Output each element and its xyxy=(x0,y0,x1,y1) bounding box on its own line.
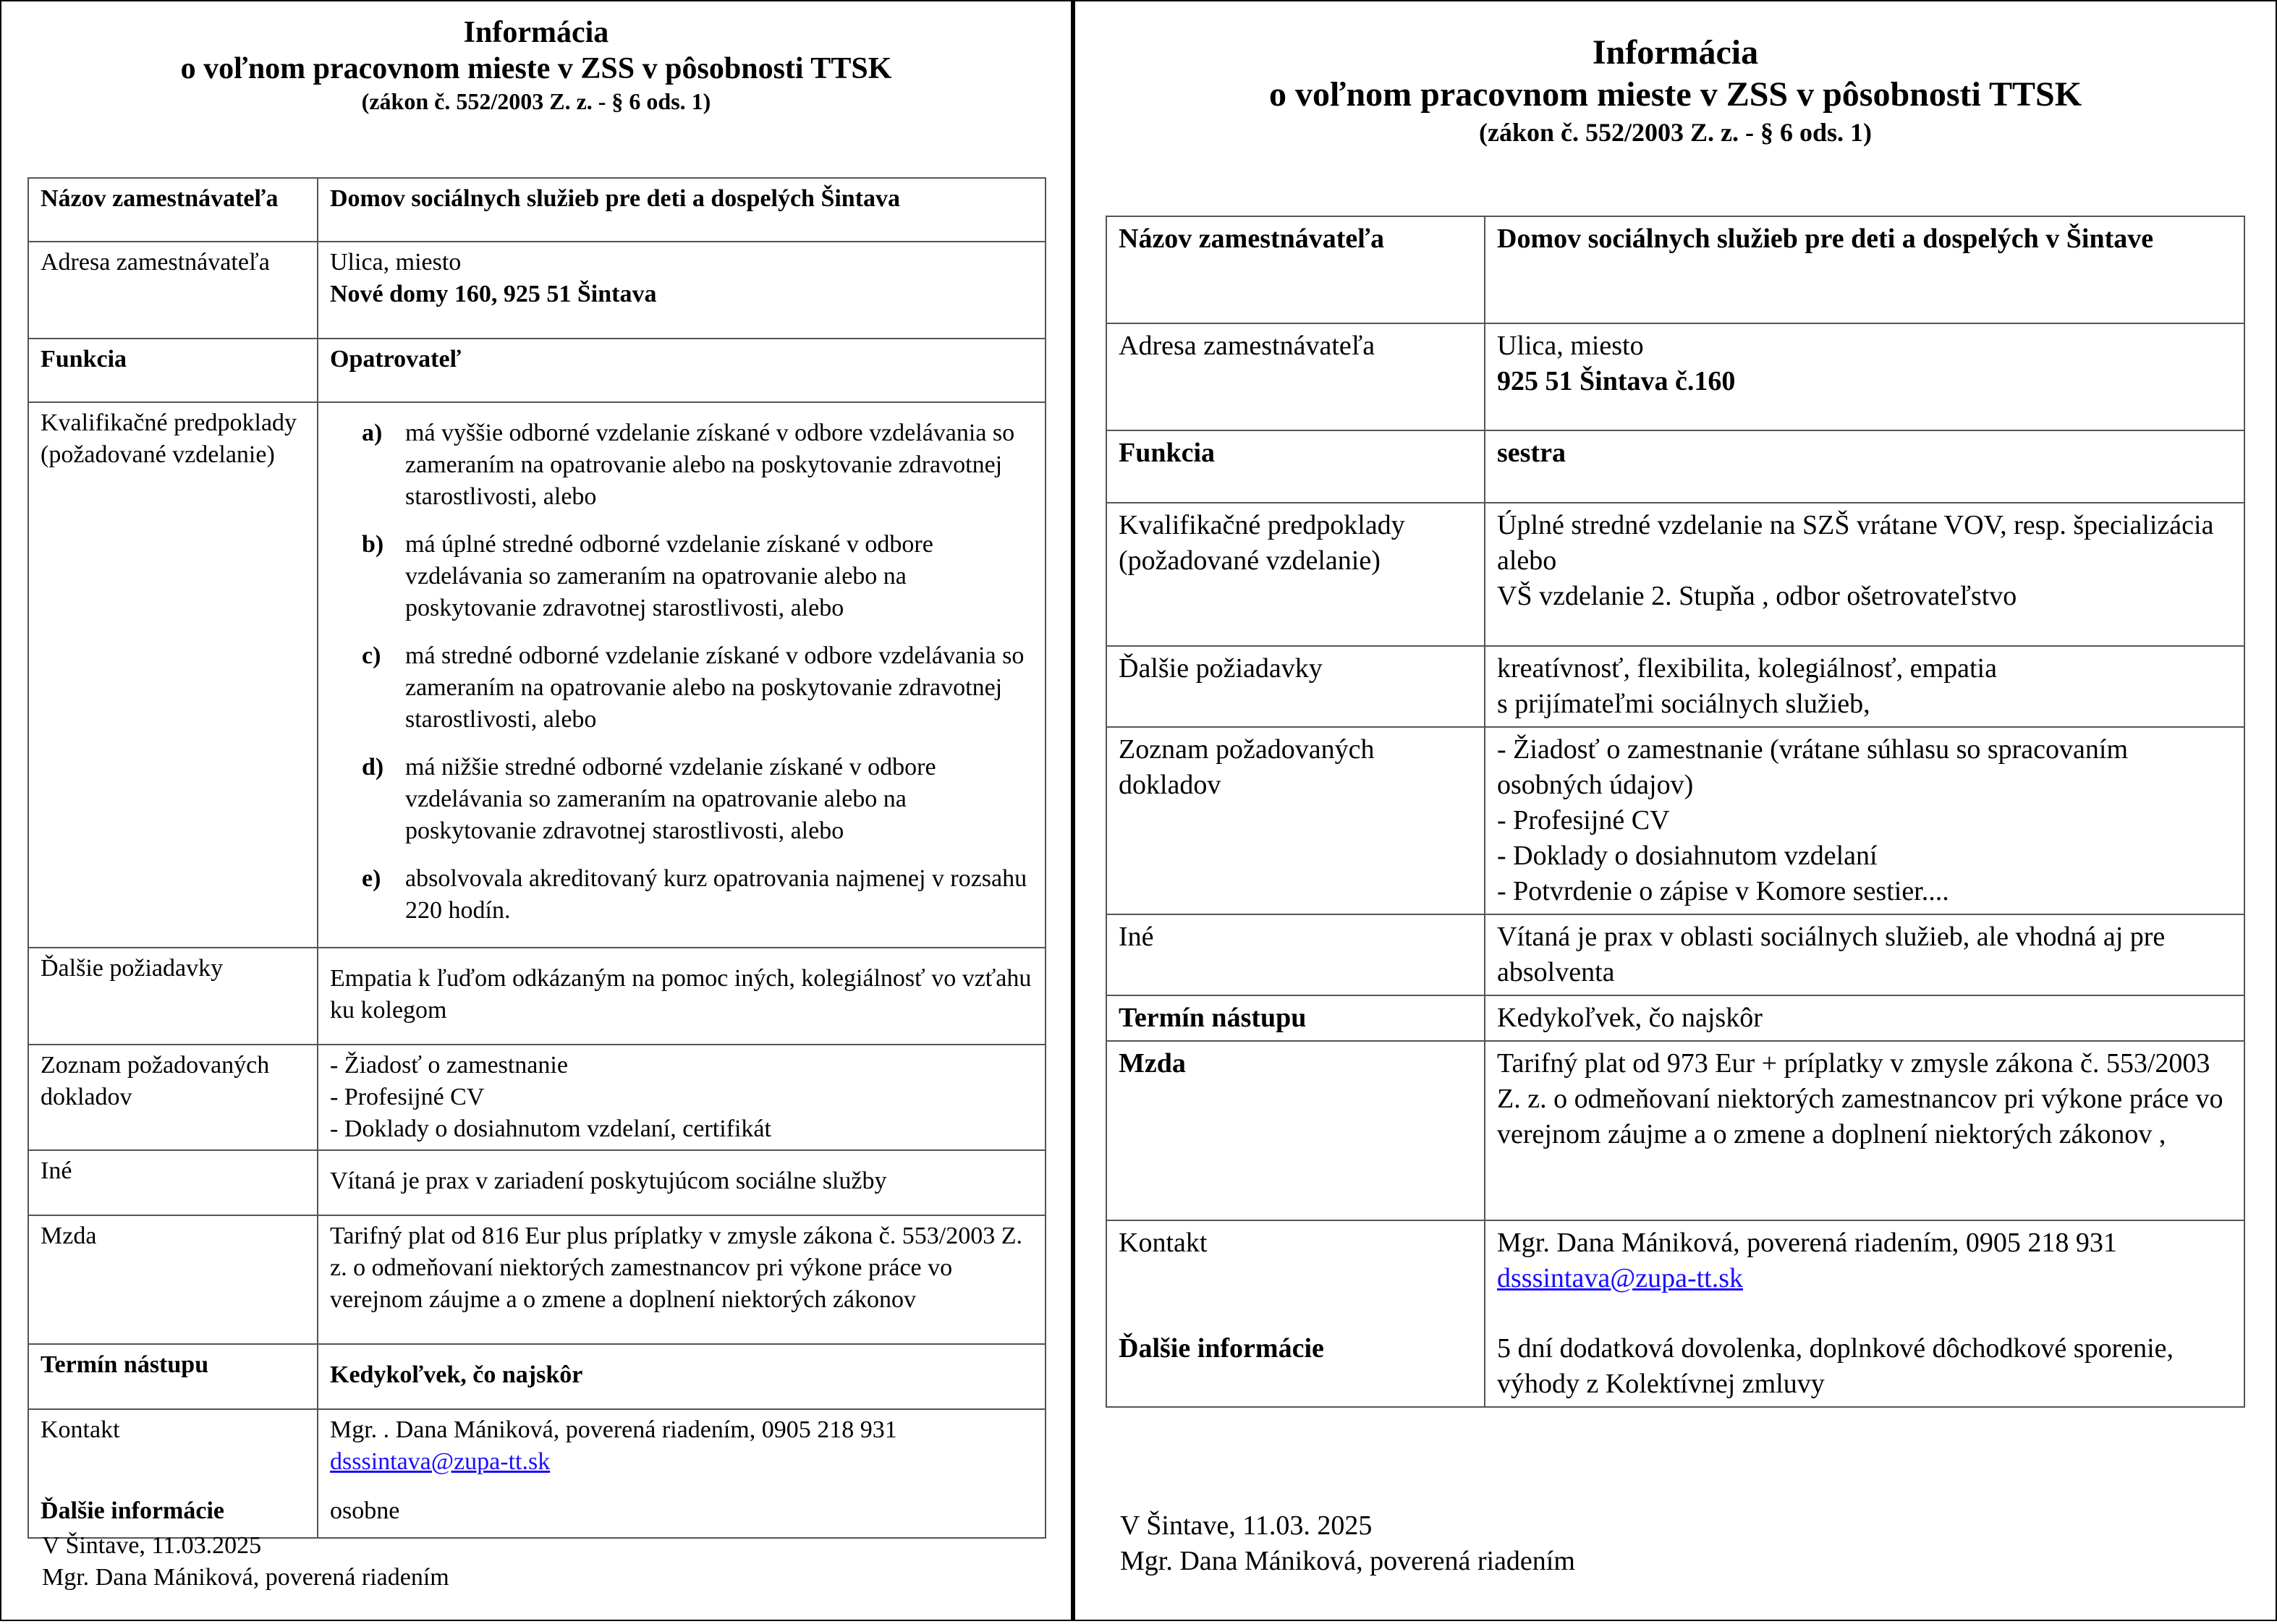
right-document-page xyxy=(1072,0,2277,1621)
address-street-label: Ulica, miesto xyxy=(330,249,462,276)
contact-labels xyxy=(1106,1220,1485,1407)
employer-name-label: Názov zamestnávateľa xyxy=(28,178,318,242)
more-info-value: 5 dní dodatková dovolenka, doplnkové dôchodkové sporenie, výhody z Kolektívnej zmluvy xyxy=(1497,1333,2174,1399)
more-info-value: osobne xyxy=(330,1497,400,1524)
contact-value: Mgr. . Dana Mániková, poverená riadením, 0905 218 931 xyxy=(330,1416,897,1443)
qualification-list xyxy=(362,417,1033,927)
start-label: Termín nástupu xyxy=(28,1344,318,1409)
table-row xyxy=(1106,914,2244,995)
law-reference: (zákon č. 552/2003 Z. z. - § 6 ods. 1) xyxy=(361,88,711,114)
start-value: Kedykoľvek, čo najskôr xyxy=(1485,995,2244,1041)
list-item: - Profesijné CV xyxy=(330,1084,485,1110)
list-item: - Žiadosť o zamestnanie xyxy=(330,1052,568,1079)
document-subtitle: o voľnom pracovnom mieste v ZSS v pôsobnosti TTSK xyxy=(1268,75,2082,114)
contact-value: Mgr. Dana Mániková, poverená riadením, 0905 218 931 xyxy=(1497,1228,2117,1258)
more-info-label: Ďalšie informácie xyxy=(41,1497,224,1524)
start-label: Termín nástupu xyxy=(1106,995,1485,1041)
list-item: - Doklady o dosiahnutom vzdelaní, certifikát xyxy=(330,1115,771,1142)
document-subtitle: o voľnom pracovnom mieste v ZSS v pôsobnosti TTSK xyxy=(180,52,892,85)
job-info-table xyxy=(1106,216,2245,1408)
table-row xyxy=(28,178,1046,242)
document-title: Informácia xyxy=(1592,33,1759,72)
salary-label: Mzda xyxy=(28,1215,318,1344)
table-row xyxy=(28,1045,1046,1150)
other-requirements-label: Ďalšie požiadavky xyxy=(28,948,318,1045)
list-item: - Žiadosť o zamestnanie (vrátane súhlasu so spracovaním osobných údajov) xyxy=(1497,734,2129,800)
law-reference: (zákon č. 552/2003 Z. z. - § 6 ods. 1) xyxy=(1479,118,1872,147)
table-row xyxy=(1106,216,2244,323)
other-requirements xyxy=(1485,646,2244,727)
qualification-cell xyxy=(318,402,1046,948)
function-label: Funkcia xyxy=(28,339,318,402)
list-item: kreatívnosť, flexibilita, kolegiálnosť, empatia xyxy=(1497,653,1997,684)
list-item: - Profesijné CV xyxy=(1497,805,1670,836)
other-value: Vítaná je prax v oblasti sociálnych služieb, ale vhodná aj pre absolventa xyxy=(1485,914,2244,995)
qualification-cell xyxy=(1485,503,2244,646)
list-item: Úplné stredné vzdelanie na SZŠ vrátane VOV, resp. špecializácia xyxy=(1497,510,2214,540)
documents-label: Zoznam požadovaných dokladov xyxy=(28,1045,318,1150)
list-item: s prijímateľmi sociálnych služieb, xyxy=(1497,689,1870,719)
list-item: VŠ vzdelanie 2. Stupňa , odbor ošetrovateľstvo xyxy=(1497,581,2017,611)
list-item: e) absolvovala akreditovaný kurz opatrovania najmenej v rozsahu 220 hodín. xyxy=(362,865,1027,924)
documents-cell xyxy=(1485,727,2244,914)
table-row xyxy=(28,1344,1046,1409)
contact-cell xyxy=(318,1409,1046,1538)
other-label: Iné xyxy=(1106,914,1485,995)
salary-label: Mzda xyxy=(1106,1041,1485,1220)
contact-labels xyxy=(28,1409,318,1538)
footer-signature: Mgr. Dana Mániková, poverená riadením xyxy=(42,1564,449,1591)
qualification-label: Kvalifikačné predpoklady (požadované vzdelanie) xyxy=(28,402,318,948)
list-item: c) má stredné odborné vzdelanie získané v odbore vzdelávania so zameraním na opatrovanie alebo na poskytovanie zdravotnej starostlivosti, alebo xyxy=(362,642,1025,733)
footer-signature: Mgr. Dana Mániková, poverená riadením xyxy=(1120,1546,1575,1576)
more-info-label: Ďalšie informácie xyxy=(1119,1333,1324,1364)
salary-value: Tarifný plat od 973 Eur + príplatky v zmysle zákona č. 553/2003 Z. z. o odmeňovaní niektorých zamestnancov pri výkone práce vo verejnom záujme a o zmene a doplnení niektorých zákonov , xyxy=(1485,1041,2244,1220)
employer-name-label: Názov zamestnávateľa xyxy=(1106,216,1485,323)
qualification-label: Kvalifikačné predpoklady (požadované vzdelanie) xyxy=(1106,503,1485,646)
address-value: Nové domy 160, 925 51 Šintava xyxy=(330,281,657,307)
table-row xyxy=(28,948,1046,1045)
function-value: sestra xyxy=(1485,430,2244,503)
other-label: Iné xyxy=(28,1150,318,1215)
left-document-page xyxy=(0,0,1072,1621)
employer-name: Domov sociálnych služieb pre deti a dospelých Šintava xyxy=(318,178,1046,242)
table-row xyxy=(1106,503,2244,646)
table-row xyxy=(28,1150,1046,1215)
address-street-label: Ulica, miesto xyxy=(1497,331,1644,361)
list-item: - Doklady o dosiahnutom vzdelaní xyxy=(1497,841,1878,871)
address-label: Adresa zamestnávateľa xyxy=(28,242,318,339)
table-row xyxy=(1106,430,2244,503)
list-item: b) má úplné stredné odborné vzdelanie získané v odbore vzdelávania so zameraním na opatrovanie alebo na poskytovanie zdravotnej starostlivosti, alebo xyxy=(362,531,933,621)
table-row xyxy=(1106,727,2244,914)
table-row xyxy=(28,242,1046,339)
employer-name: Domov sociálnych služieb pre deti a dospelých v Šintave xyxy=(1485,216,2244,323)
other-value: Vítaná je prax v zariadení poskytujúcom sociálne služby xyxy=(318,1150,1046,1215)
table-row xyxy=(28,339,1046,402)
email-link[interactable]: dsssintava@zupa-tt.sk xyxy=(1497,1263,1743,1293)
list-item: alebo xyxy=(1497,545,1557,576)
address-cell xyxy=(1485,323,2244,430)
function-value: Opatrovateľ xyxy=(318,339,1046,402)
other-requirements-label: Ďalšie požiadavky xyxy=(1106,646,1485,727)
other-requirements: Empatia k ľuďom odkázaným na pomoc iných, kolegiálnosť vo vzťahu ku kolegom xyxy=(318,948,1046,1045)
email-link[interactable]: dsssintava@zupa-tt.sk xyxy=(330,1448,551,1475)
function-label: Funkcia xyxy=(1106,430,1485,503)
address-label: Adresa zamestnávateľa xyxy=(1106,323,1485,430)
address-cell xyxy=(318,242,1046,339)
document-header xyxy=(1075,32,2276,149)
footer-place-date: V Šintave, 11.03.2025 xyxy=(42,1532,262,1559)
table-row xyxy=(1106,1220,2244,1407)
list-item: - Potvrdenie o zápise v Komore sestier.... xyxy=(1497,876,1949,906)
documents-cell xyxy=(318,1045,1046,1150)
footer-place-date: V Šintave, 11.03. 2025 xyxy=(1120,1510,1373,1541)
table-row xyxy=(28,1409,1046,1538)
list-item: d) má nižšie stredné odborné vzdelanie získané v odbore vzdelávania so zameraním na opatrovanie alebo na poskytovanie zdravotnej starostlivosti, alebo xyxy=(362,754,936,844)
contact-label: Kontakt xyxy=(41,1416,120,1443)
salary-value: Tarifný plat od 816 Eur plus príplatky v zmysle zákona č. 553/2003 Z. z. o odmeňovaní niektorých zamestnancov pri výkone práce vo verejnom záujme a o zmene a doplnení niektorých zákonov xyxy=(318,1215,1046,1344)
address-value: 925 51 Šintava č.160 xyxy=(1497,366,1736,396)
list-item: a) má vyššie odborné vzdelanie získané v odbore vzdelávania so zameraním na opatrovanie alebo na poskytovanie zdravotnej starostlivosti, alebo xyxy=(362,420,1015,510)
table-row xyxy=(28,402,1046,948)
document-footer xyxy=(1120,1508,1575,1579)
document-title: Informácia xyxy=(463,16,609,49)
table-row xyxy=(1106,995,2244,1041)
document-header xyxy=(1,14,1071,116)
table-row xyxy=(1106,646,2244,727)
start-value: Kedykoľvek, čo najskôr xyxy=(318,1344,1046,1409)
contact-cell xyxy=(1485,1220,2244,1407)
job-info-table xyxy=(27,177,1046,1539)
contact-label: Kontakt xyxy=(1119,1228,1208,1258)
document-footer xyxy=(42,1530,449,1594)
table-row xyxy=(1106,1041,2244,1220)
table-row xyxy=(1106,323,2244,430)
documents-label: Zoznam požadovaných dokladov xyxy=(1106,727,1485,914)
table-row xyxy=(28,1215,1046,1344)
